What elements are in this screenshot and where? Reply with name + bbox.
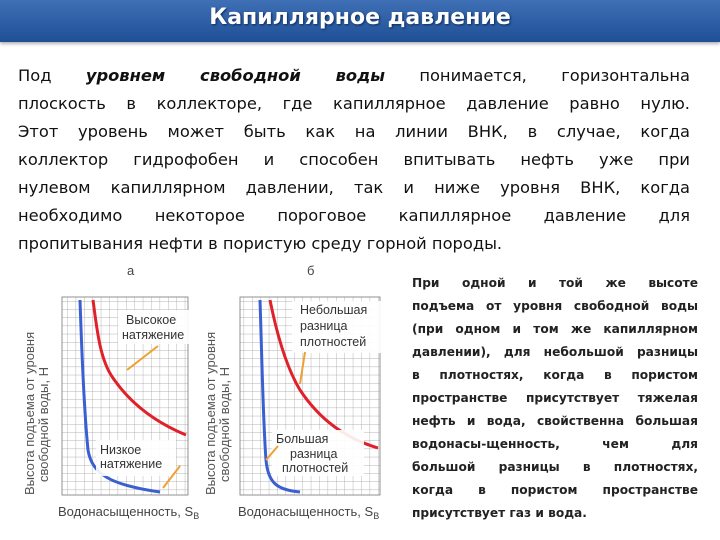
side-line: большой разницы в плотностях, (412, 460, 698, 474)
ylabel-b-1: Высота подъема от уровня (203, 331, 218, 495)
side-line: подъема от уровня свободной воды (412, 299, 698, 313)
xlabel-a: Водонасыщенность, $S_В$ (58, 504, 200, 521)
label-low-2: натяжение (100, 457, 163, 471)
side-text (412, 272, 698, 525)
label-small-3: плотностей (300, 335, 367, 349)
side-line: нефть и вода, свойственна большая (412, 414, 698, 428)
panel-label-a: а (127, 263, 135, 278)
side-line: При одной и той же высоте (412, 276, 698, 290)
label-small-2: разница (300, 319, 348, 333)
para-line-1: Под уровнем свободной воды понимается, горизонтальна (18, 66, 690, 85)
diagram-a (22, 263, 199, 521)
ylabel-a-1: Высота подъема от уровня (22, 331, 37, 495)
para-line-3: Этот уровень может быть как на линии ВНК, в случае, когда (18, 122, 690, 141)
title-bar (0, 0, 720, 42)
ylabel-a-2: свободной воды, H (36, 367, 51, 482)
capillary-diagrams (0, 260, 410, 530)
para-line-4: коллектор гидрофобен и способен впитывать нефть уже при (18, 150, 690, 169)
ylabel-b-2: свободной воды, H (217, 367, 232, 482)
side-line: (при одном и том же капиллярном (412, 322, 698, 336)
diagram-b (203, 263, 382, 521)
label-high-1: Высокое (126, 313, 177, 327)
free-water-level-term: уровнем свободной воды (85, 66, 385, 85)
label-big-1: Большая (276, 432, 329, 446)
side-line: присутствует газ и вода. (412, 506, 587, 520)
side-line: давлении), для небольшой разницы (412, 345, 698, 359)
main-paragraph (18, 62, 690, 258)
para-line-6: необходимо некоторое пороговое капиллярное давление для (18, 206, 690, 225)
label-high-2: натяжение (122, 328, 185, 342)
para-line-2: плоскость в коллекторе, где капиллярное давление равно нулю. (18, 94, 690, 113)
xlabel-b: Водонасыщенность, $S_В$ (238, 504, 380, 521)
label-small-1: Небольшая (300, 303, 368, 317)
para-line-5: нулевом капиллярном давлении, так и ниже уровня ВНК, когда (18, 178, 690, 197)
label-big-3: плотностей (282, 461, 349, 475)
slide-title: Капиллярное давление (209, 5, 511, 30)
side-line: водонасы-щенность, чем для (412, 437, 698, 451)
side-line: в плотностях, когда в пористом (412, 368, 698, 382)
panel-label-b: б (307, 263, 315, 278)
para-line-7: пропитывания нефти в пористую среду горной породы. (18, 234, 503, 253)
side-line: когда в пористом пространстве (412, 483, 698, 497)
label-big-2: разница (290, 447, 338, 461)
label-low-1: Низкое (100, 443, 142, 457)
side-line: пространстве присутствует тяжелая (412, 391, 698, 405)
